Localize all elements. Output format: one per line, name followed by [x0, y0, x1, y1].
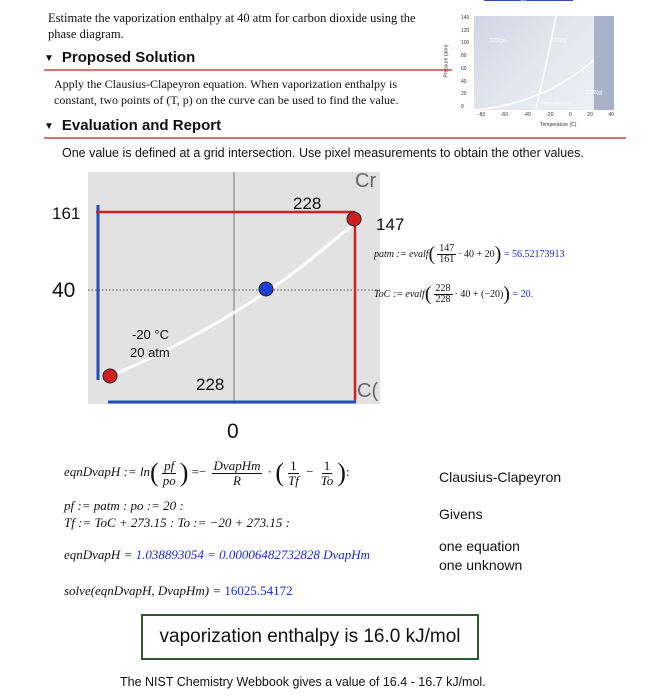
proposed-text	[54, 76, 454, 108]
clausius-equation: eqnDvapH := ln( $\frac{pf}{po}$ ) =− $\frac{\text{DvapHm}}{R}$ · ( $\frac{1}{Tf}$ − $\frac{1}{To}$ ):	[64, 457, 350, 488]
mini-x-ticks: -80 -60 -40 -20 0 20 40	[478, 112, 614, 118]
proposed-solution-header[interactable]	[44, 49, 195, 66]
eval-rhs: 1.038893054 = 0.00006482732828 DvapHm	[135, 547, 371, 562]
mini-region-supercritical: Supercritical CO2	[540, 100, 572, 105]
eq-one-a: 1	[290, 457, 297, 473]
mini-region-solid: CO2(s)	[490, 38, 507, 44]
evaluation-title: Evaluation and Report	[61, 117, 222, 134]
problem-statement	[48, 10, 448, 42]
mini-region-gas: CO2(g)	[586, 90, 603, 96]
annotation-givens: Givens	[439, 506, 483, 522]
label-228-bottom: 228	[196, 375, 225, 394]
eval-lhs: eqnDvapH =	[64, 547, 133, 562]
eval-equation	[64, 547, 370, 563]
instruction-text: One value is defined at a grid intersection. Use pixel measurements to obtain the other values.	[62, 146, 584, 160]
toc-num: 228	[435, 282, 451, 294]
result-box	[141, 614, 479, 660]
proposed-line-1: Apply the Clausius-Clapeyron equation. When vaporization enthalpy is	[54, 77, 398, 91]
result-text: vaporization enthalpy is 16.0 kJ/mol	[159, 626, 461, 647]
footer-note: The NIST Chemistry Webbook gives a value of 16.4 - 16.7 kJ/mol.	[120, 675, 486, 689]
eq-r: R	[233, 472, 241, 488]
label-228-top: 228	[293, 194, 322, 213]
eq-one-b: 1	[323, 457, 331, 473]
mini-region-liquid: CO2(l)	[552, 38, 567, 44]
eq-pf: pf	[164, 457, 175, 473]
givens-line-1: pf := patm : po := 20 :	[64, 498, 184, 513]
point-temp: -20 °C	[132, 327, 169, 342]
solve-lhs: solve(eqnDvapH, DvapHm) =	[64, 583, 222, 598]
patm-calc: patm := evalf( $\frac{147}{161}$ · 40 + 20) = 56.52173913	[374, 242, 565, 265]
solve-rhs: 16025.54172	[224, 583, 293, 598]
toc-rest: · 40 + (−20)	[454, 288, 504, 300]
evaluation-header[interactable]	[44, 117, 221, 134]
site-logo	[484, 0, 573, 1]
patm-result: = 56.52173913	[503, 248, 565, 260]
proposed-line-2: constant, two points of (T, p) on the curve can be used to find the value.	[54, 93, 399, 107]
label-147: 147	[376, 215, 405, 234]
givens-line-2: Tf := ToC + 273.15 : To := −20 + 273.15 :	[64, 515, 291, 530]
givens-block	[64, 497, 290, 531]
annotation-one-equation: one equation	[439, 538, 520, 554]
point-pres: 20 atm	[130, 345, 170, 360]
eq-lhs: eqnDvapH := ln	[64, 463, 151, 479]
patm-den: 161	[439, 254, 455, 265]
toc-den: 228	[435, 294, 451, 305]
problem-line-2: phase diagram.	[48, 27, 124, 41]
mini-y-ticks: 140 120 100 80 60 40 20 0	[461, 15, 470, 110]
mini-x-axis-label: Temperature (C)	[540, 122, 577, 128]
eq-po: po	[162, 472, 176, 488]
eq-to: To	[320, 472, 334, 488]
label-40: 40	[52, 279, 76, 302]
collapse-triangle-icon[interactable]: ▼	[44, 121, 54, 132]
eq-tf: Tf	[288, 472, 299, 488]
section-divider	[44, 69, 452, 71]
eq-end: :	[345, 463, 350, 479]
problem-line-1: Estimate the vaporization enthalpy at 40 atm for carbon dioxide using the	[48, 11, 416, 25]
patm-lhs: patm	[374, 248, 394, 260]
label-161: 161	[52, 204, 81, 223]
toc-result: = 20.	[512, 288, 534, 300]
patm-num: 147	[439, 242, 455, 254]
label-0: 0	[227, 420, 239, 443]
annotation-one-unknown: one unknown	[439, 557, 523, 573]
patm-rest: · 40 + 20	[458, 248, 495, 260]
mini-phase-diagram	[443, 0, 618, 138]
toc-calc: ToC := evalf( $\frac{228}{228}$ · 40 + (−20)) = 20.	[374, 282, 534, 305]
label-c: C(	[357, 380, 379, 402]
proposed-solution-title: Proposed Solution	[61, 49, 196, 66]
mini-y-axis-label: Pressure (atm)	[443, 44, 450, 78]
mini-plot-area	[474, 16, 614, 110]
solve-equation	[64, 583, 293, 599]
eq-dvaph: DvapHm	[213, 457, 261, 473]
toc-lhs: ToC	[374, 288, 391, 300]
annotation-clausius: Clausius-Clapeyron	[439, 469, 562, 485]
label-cr: Cr	[355, 170, 377, 192]
collapse-triangle-icon[interactable]: ▼	[44, 53, 54, 64]
eq-mid: =−	[191, 463, 207, 479]
